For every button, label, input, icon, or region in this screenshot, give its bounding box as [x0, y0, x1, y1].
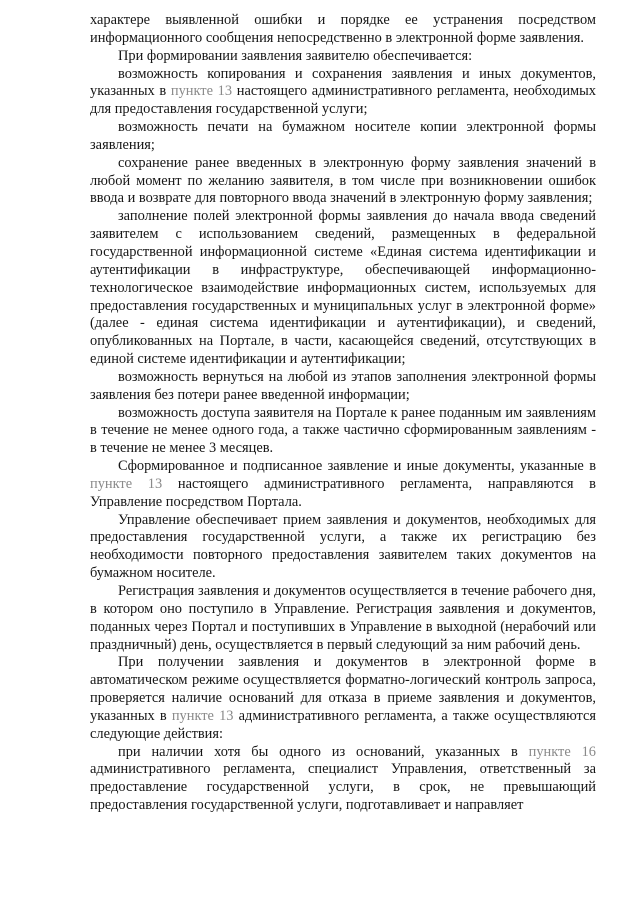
reference-link-point-16[interactable]: пункте 16 [528, 743, 596, 760]
text-segment: При получении заявления и документов в электронной форме в автоматическом режиме осуществляется форматно-логический контроль запроса, проверяется наличие оснований для отказа в приеме заявления и документов, указанных в [90, 654, 596, 724]
text-segment: Сформированное и подписанное заявление и иные документы, указанные в [118, 458, 596, 475]
text-segment: административного регламента, а также осуществляются следующие действия: [90, 707, 596, 742]
paragraph-print: возможность печати на бумажном носителе копии электронной формы заявления; [90, 119, 596, 153]
reference-link-point-13[interactable]: пункте 13 [90, 475, 163, 492]
text-segment: возможность копирования и сохранения заявления и иных документов, указанных в [90, 65, 596, 100]
paragraph-error-notice: характере выявленной ошибки и порядке ее устранения посредством информационного сообщения непосредственно в электронной форме заявления. [90, 12, 596, 46]
paragraph-registration: Регистрация заявления и документов осуществляется в течение рабочего дня, в котором оно поступило в Управление. Регистрация заявления и документов, поданных через Портал и поступивших в Управление в выходной (нерабочий или праздничный) день, осуществляется в первый следующий за ним рабочий день. [90, 583, 596, 653]
paragraph-save-values: сохранение ранее введенных в электронную форму заявления значений в любой момент по желанию заявителя, в том числе при возникновении ошибок ввода и возврате для повторного ввода значений в электронную форму заявления; [90, 154, 596, 207]
text-segment: настоящего административного регламента, необходимых для предоставления государственной услуги; [90, 83, 597, 118]
text-segment: при наличии хотя бы одного из оснований, указанных в [118, 743, 529, 760]
paragraph-access: возможность доступа заявителя на Портале к ранее поданным им заявлениям в течение не менее одного года, а также частично сформированным заявлениям - в течение не менее 3 месяцев. [90, 404, 596, 457]
paragraph-refusal-grounds [90, 744, 596, 815]
paragraph-autofill: заполнение полей электронной формы заявления до начала ввода сведений заявителем с использованием сведений, размещенных в федеральной государственной информационной системе «Единая система идентификации и аутентификации в инфраструктуре, обеспечивающей информационно-технологическое взаимодействие информационных систем, используемых для предоставления государственных и муниципальных услуг в электронной форме» (далее - единая система идентификации и аутентификации), и сведений, опубликованных на Портале, в части, касающейся сведений, отсутствующих в единой системе идентификации и аутентификации; [90, 208, 596, 368]
reference-link-point-13[interactable]: пункте 13 [170, 83, 233, 100]
text-segment: административного регламента, специалист Управления, ответственный за предоставление государственной услуги, в срок, не превышающий предоставления государственной услуги, подготавливает и направляет [90, 761, 596, 814]
reference-link-point-13[interactable]: пункте 13 [171, 707, 234, 724]
document-page [90, 12, 596, 815]
paragraph-submission [90, 458, 596, 512]
text-segment: настоящего административного регламента, направляются в Управление посредством Портала. [90, 475, 596, 510]
paragraph-acceptance: Управление обеспечивает прием заявления и документов, необходимых для предоставления государственной услуги, а также их регистрацию без необходимости повторного предоставления заявителем таких документов на бумажном носителе. [90, 511, 596, 582]
paragraph-copy-save [90, 66, 596, 120]
paragraph-return-step: возможность вернуться на любой из этапов заполнения электронной формы заявления без потери ранее введенной информации; [90, 368, 596, 403]
paragraph-format-control [90, 654, 596, 743]
paragraph-form-intro: При формировании заявления заявителю обеспечивается: [118, 47, 473, 64]
